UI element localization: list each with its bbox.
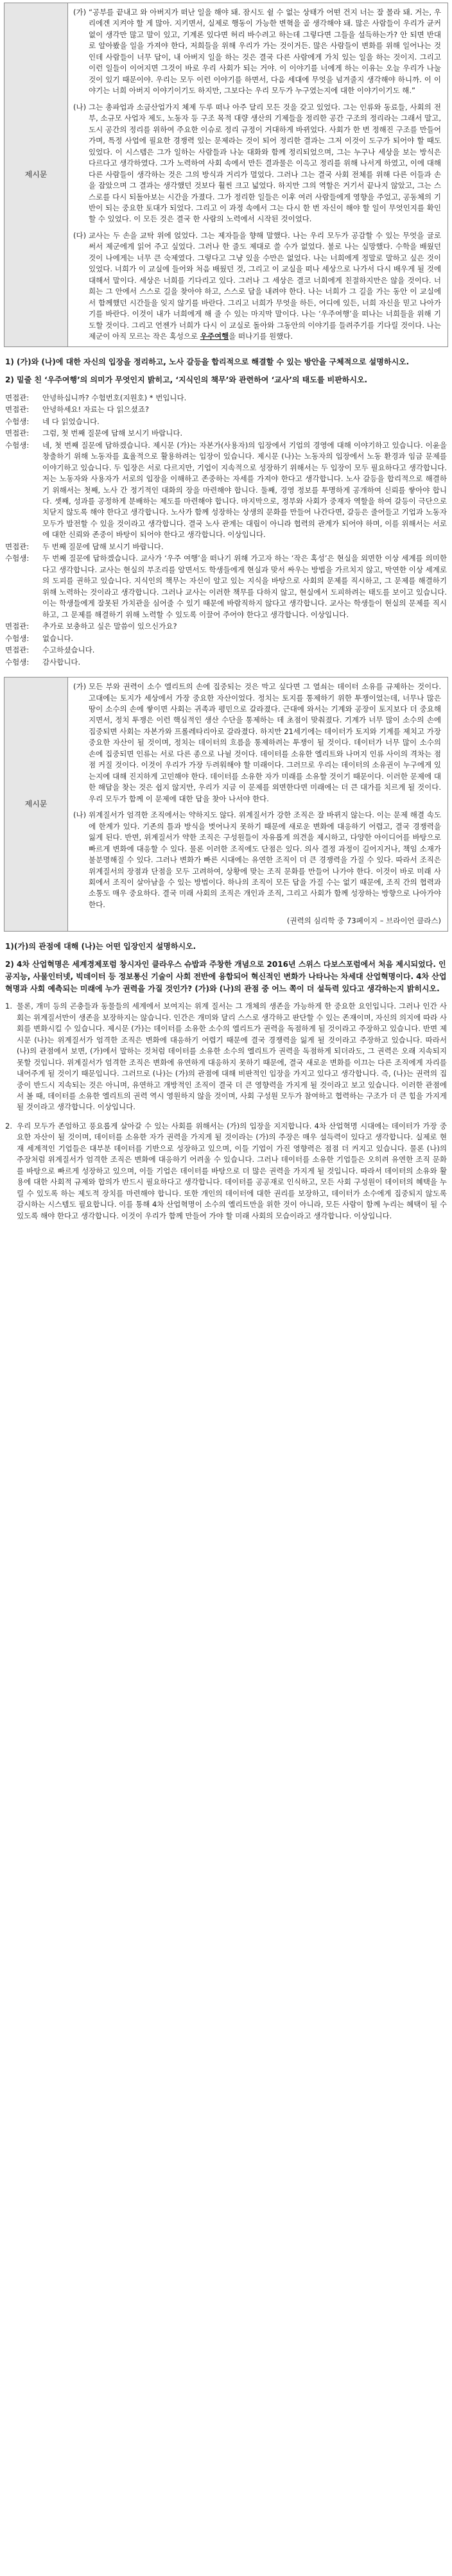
- passage-body: [68, 678, 448, 932]
- question-1: 1) (가)와 (나)에 대한 자신의 입장을 정리하고, 노사 갈등을 합리적으로 해결할 수 있는 방안을 구체적으로 설명하시오.: [5, 357, 410, 366]
- paragraph-marker: (나): [73, 102, 87, 112]
- dialogue-line: [5, 645, 447, 656]
- speaker: 면접관:: [5, 622, 30, 631]
- utterance: 네 다 읽었습니다.: [42, 416, 100, 426]
- paragraph-text: “공부를 끝내고 와 아버지가 떠난 일을 해야 돼. 잠시도 쉴 수 없는 상태가 어떤 건지 너는 잘 몰라 돼. 거는, 우리에겐 지켜야 할 게 많아. 지키면서, 실제로 행동이 가능한 변혁을 골 생각해야 돼. 많은 사람들이 우리가 균커 없이 생각만 많고 말이 있고, 기계론 있다면 허리 바수려고 하는데 그렇다면 그들을 설득하는가? 안 되면 반대로 알아봤을 일을 가져야 한다, 저희들을 위해 우리가 가는 것이거든. 많은 사람들이 변화를 위해 일어나는 것인데 사람들이 너무 답이, 내 아버지 일을 하는 것은 결국 다른 사람에게 가치 있는 일을 하는 것이지. 그리고 이런 일들이 이어지면 그것이 바로 우리 사회가 되는 거야. 이 이야기를 너에게 하는 이유는 오늘 우리가 나눌 것이 있기 때문이야. 우리는 모두 이런 이야기를 하면서, 다음 세대에 무엇을 넘겨줄지 생각해야 하니까. 이 이야기는 너희 아버지 이야기이기도 하지만, 그보다는 우리 모두가 누구였는지에 대한 이야기이기도 해.”: [89, 8, 441, 96]
- utterance: 없습니다.: [42, 633, 74, 643]
- interview-dialogue: [5, 393, 447, 668]
- answer-2: [5, 1121, 447, 1222]
- paragraph-text: 교사는 두 손을 교탁 위에 얹었다. 그는 제자들을 향해 말했다. 나는 우리 모두가 공감할 수 있는 무엇을 글로 써서 제군에게 읽어 주고 싶었다. 그러나 한 줄도 제대로 쓸 수가 없었다. 불로 나는 실망했다. 수학을 배웠던 것이 나에게는 너무 큰 숙제였다. 그렇다고 그냥 있을 수만은 없었다. 나는 너희에게 정말로 말하고 싶은 것이 있었다. 너희가 이 교실에 들어와 처음 배웠던 것, 그리고 이 교실을 떠나 세상으로 나가서 다시 배우게 될 것에 대해서 말이다. 세상은 너희를 기다리고 있다. 그러나 그 세상은 결코 너희에게 친절하지만은 않을 것이다. 너희는 그 안에서 스스로 길을 찾아야 하고, 스스로 답을 내려야 한다. 나는 너희가 그 길을 가는 동안 이 교실에서 함께했던 시간들을 잊지 않기를 바란다. 그리고 너희가 무엇을 하든, 어디에 있든, 너희 자신을 믿고 나아가기를 바란다. 이것이 내가 너희에게 해 줄 수 있는 마지막 말이다. 나는 ‘우주여행’을 떠나는 너희들을 위해 기도할 것이다. 그리고 언젠가 너희가 다시 이 교실로 돌아와 그동안의 이야기를 들려주기를 기다릴 것이다. 나는 제군이 아직 모르는 작은 혹성으로: [89, 230, 441, 341]
- answer-number: 2.: [5, 1121, 12, 1130]
- speaker: 면접관:: [5, 542, 30, 551]
- utterance: 두 번째 질문에 답하겠습니다. 교사가 ‘우주 여행’을 떠나기 위해 가고자 하는 ‘작은 혹성’은 현실을 외면한 이상 세계를 의미한다고 생각합니다. 교사는 현실의 부조리를 알면서도 학생들에게 현실과 맞서 싸우는 방법을 가르치지 않고, 막연한 이상 세계로의 도피를 권하고 있습니다. 지식인의 책무는 자신이 알고 있는 지식을 바탕으로 사회의 문제를 직시하고, 그 문제를 해결하기 위해 노력하는 것이라고 생각합니다. 그러나 교사는 이러한 책무를 다하지 않고, 현실에서 도피하려는 태도를 보이고 있습니다. 이는 학생들에게 잘못된 가치관을 심어줄 수 있기 때문에 바람직하지 않다고 생각합니다. 교사는 학생들이 현실의 문제를 직시하고, 그 문제를 해결하기 위해 노력할 수 있도록 이끌어 주어야 한다고 생각합니다. 이상입니다.: [42, 554, 447, 619]
- dialogue-line: [5, 553, 447, 620]
- underlined-keyword: 우주여행: [200, 332, 229, 341]
- passage-body: [68, 3, 448, 347]
- speaker: 수험생:: [5, 657, 30, 667]
- paragraph-marker: (가): [73, 8, 87, 17]
- paragraph-text: 모든 부와 권력이 소수 엘리트의 손에 집중되는 것은 막고 싶다면 그 열쇠는 데이터 소유를 규제하는 것이다. 고대에는 토지가 세상에서 가장 중요한 자산이었다. 정치는 토지를 통제하기 위한 투쟁이었는데, 너무나 많은 땅이 소수의 손에 쌓이면 사회는 귀족과 평민으로 갈라졌다. 근대에 와서는 기계와 공장이 토지보다 더 중요해지면서, 정치 투쟁은 이런 핵심적인 생산 수단을 통제하는 데 초점이 맞춰졌다. 기계가 너무 많이 소수의 손에 집중되면 사회는 자본가와 프롤레타리아로 갈라졌다. 하지만 21세기에는 데이터가 토지와 기계를 제치고 가장 중요한 자산이 될 것이며, 정치는 데이터의 흐름을 통제하려는 투쟁이 될 것이다. 데이터가 너무 많이 소수의 손에 집중되면 인류는 서로 다른 종으로 나뉠 것이다. 데이터를 소유한 엘리트와 나머지 인류 사이의 격차는 점점 커질 것이다. 이것이 우리가 가장 두려워해야 할 미래이다. 그러므로 우리는 데이터의 소유권이 누구에게 있는지에 대해 진지하게 고민해야 한다. 데이터를 소유한 자가 미래를 소유할 것이기 때문이다. 이러한 문제에 대한 해답을 찾는 것은 쉽지 않지만, 우리가 지금 이 문제를 외면한다면 미래에는 더 큰 대가를 치르게 될 것이다. 우리 모두가 함께 이 문제에 대한 답을 찾아 나서야 한다.: [89, 682, 441, 803]
- utterance: 그럼, 첫 번째 질문에 답해 보시기 바랍니다.: [42, 429, 183, 438]
- utterance: 두 번째 질문에 답해 보시기 바랍니다.: [42, 542, 164, 551]
- question-4: 2) 4차 산업혁명은 세계경제포럼 창시자인 클라우스 슈밥과 주창한 개념으로 2016년 스위스 다보스포럼에서 처음 제시되었다. 인공지능, 사물인터넷, 빅데이터 등 정보통신 기술이 사회 전반에 융합되어 혁신적인 변화가 나타나는 차세대 산업혁명이다. 4차 산업혁명과 사회 예측되는 미래에 누가 권력을 가질 것인가? (가)와 (나)의 관점 중 어느 쪽이 더 설득력 있다고 생각하는지 밝히시오.: [5, 960, 447, 993]
- passage-box-2: [4, 677, 448, 932]
- passage-box-1: [4, 3, 448, 347]
- speaker: 면접관:: [5, 405, 30, 414]
- speaker: 면접관:: [5, 645, 30, 655]
- paragraph-marker: (다): [73, 230, 87, 240]
- dialogue-line: [5, 440, 447, 541]
- answer-section: [5, 1001, 447, 1222]
- paragraph-text-end: 을 떠나기를 원했다.: [229, 332, 293, 341]
- paragraph-marker: (나): [73, 810, 87, 820]
- speaker: 면접관:: [5, 393, 30, 402]
- utterance: 추가로 보충하고 싶은 말씀이 있으신가요?: [42, 622, 177, 631]
- speaker: 면접관:: [5, 429, 30, 438]
- answer-text: 물론, 개미 등의 곤충들과 동물들의 세계에서 보여지는 위계 질서는 그 개체의 생존을 가능하게 한 중요한 요인입니다. 그러나 인간 사회는 위계질서만이 생존을 보장하지는 않습니다. 인간은 개미와 달리 스스로 생각하고 판단할 수 있는 존재이며, 자신의 의지에 따라 사회를 변화시킬 수 있습니다. 제시문 (가)는 데이터를 소유한 소수의 엘리트가 권력을 독점하게 될 것이라고 주장하고 있습니다. 반면 제시문 (나)는 위계질서가 엄격한 조직은 변화에 대응하기 어렵기 때문에 결국 경쟁력을 잃게 될 것이라고 주장하고 있습니다. 따라서 (나)의 관점에서 보면, (가)에서 말하는 것처럼 데이터를 소유한 소수의 엘리트가 권력을 독점하게 되더라도, 그 권력은 오래 지속되지 못할 것입니다. 위계질서가 엄격한 조직은 변화에 유연하게 대응하지 못하기 때문에, 결국 새로운 변화를 이끄는 다른 조직에게 자리를 내어주게 될 것이기 때문입니다. 그러므로 (나)는 (가)의 관점에 대해 비판적인 입장을 가지고 있다고 생각합니다. 즉, (나)는 권력의 집중이 반드시 지속되는 것은 아니며, 유연하고 개방적인 조직이 결국 더 큰 영향력을 가지게 될 것이라고 보고 있습니다. 이러한 관점에서 볼 때, 데이터를 소유한 엘리트의 권력 역시 영원하지 않을 것이며, 사회 구성원 모두가 참여하고 협력하는 구조가 더 큰 힘을 가지게 될 것이라고 생각합니다. 이상입니다.: [17, 1002, 447, 1112]
- utterance: 네, 첫 번째 질문에 답하겠습니다. 제시문 (가)는 자본가(사용자)의 입장에서 기업의 경영에 대해 이야기하고 있습니다. 이윤을 창출하기 위해 노동자를 효율적으로 활용하려는 입장이 있습니다. 제시문 (나)는 노동자의 입장에서 노동 환경과 임금 문제를 이야기하고 있습니다. 두 입장은 서로 다르지만, 기업이 지속적으로 성장하기 위해서는 두 입장이 모두 필요하다고 생각합니다. 저는 노동자와 사용자가 서로의 입장을 이해하고 존중하는 자세를 가져야 한다고 생각합니다. 노사 갈등을 합리적으로 해결하기 위해서는 첫째, 노사 간 정기적인 대화의 장을 마련해야 합니다. 둘째, 경영 정보를 투명하게 공개하여 신뢰를 쌓아야 합니다. 셋째, 성과를 공정하게 분배하는 제도를 마련해야 합니다. 마지막으로, 정부와 사회가 중재자 역할을 하여 갈등이 극단으로 치닫지 않도록 해야 한다고 생각합니다. 노사가 함께 성장하는 상생의 문화를 만들어 나간다면, 갈등은 줄어들고 기업과 노동자 모두가 발전할 수 있을 것이라고 생각합니다. 결국 노사 관계는 대립이 아니라 협력의 관계가 되어야 하며, 이를 위해서는 서로에 대한 신뢰와 존중이 바탕이 되어야 한다고 생각합니다. 이상입니다.: [42, 440, 447, 540]
- speaker: 수험생:: [5, 440, 30, 450]
- answer-text: 우리 모두가 존엄하고 풍요롭게 살아갈 수 있는 사회를 위해서는 (가)의 입장을 지지합니다. 4차 산업혁명 시대에는 데이터가 가장 중요한 자산이 될 것이며, 데이터를 소유한 자가 권력을 가지게 될 것이라는 (가)의 주장은 매우 설득력이 있다고 생각합니다. 실제로 현재 세계적인 기업들은 대부분 데이터를 기반으로 성장하고 있으며, 이들 기업이 가진 영향력은 점점 더 커지고 있습니다. 물론 (나)의 주장처럼 위계질서가 엄격한 조직은 변화에 대응하기 어려울 수 있습니다. 그러나 데이터를 소유한 기업들은 오히려 유연한 조직 문화를 바탕으로 빠르게 성장하고 있으며, 이들 기업은 데이터를 바탕으로 더 많은 권력을 가지게 될 것입니다. 따라서 데이터의 소유와 활용에 대한 사회적 규제와 합의가 반드시 필요하다고 생각합니다. 데이터를 공공재로 인식하고, 모든 사회 구성원이 데이터의 혜택을 누릴 수 있도록 하는 제도적 장치를 마련해야 합니다. 또한 개인의 데이터에 대한 권리를 보장하고, 데이터가 소수에게 집중되지 않도록 감시하는 시스템도 필요합니다. 이를 통해 4차 산업혁명이 소수의 엘리트만을 위한 것이 아니라, 모든 사람이 함께 누리는 혜택이 될 수 있도록 해야 한다고 생각합니다. 이것이 우리가 함께 만들어 가야 할 미래 사회의 모습이라고 생각합니다. 이상입니다.: [17, 1121, 447, 1220]
- passage-label: 제시문: [4, 678, 68, 932]
- speaker: 수험생:: [5, 416, 30, 426]
- utterance: 안녕하세요! 자료는 다 읽으셨죠?: [42, 405, 150, 414]
- passage-paragraph-da: [73, 230, 441, 343]
- answer-1: [5, 1001, 447, 1113]
- dialogue-line: [5, 542, 447, 552]
- dialogue-line: [5, 393, 447, 404]
- passage-label: 제시문: [4, 3, 68, 347]
- dialogue-line: [5, 633, 447, 644]
- paragraph-text: 위계질서가 엄격한 조직에서는 약하지도 않다. 위계질서가 강한 조직은 잘 바뀌지 않는다. 이는 문제 해결 속도에 한계가 있다. 기존의 틀과 방식을 벗어나지 못하기 때문에 새로운 변화에 대응하기 어렵고, 결국 경쟁력을 잃게 된다. 반면, 위계질서가 약한 조직은 구성원들이 자유롭게 의견을 제시하고, 다양한 아이디어를 바탕으로 빠르게 변화에 대응할 수 있다. 물론 이러한 조직에도 단점은 있다. 의사 결정 과정이 길어지거나, 책임 소재가 불분명해질 수 있다. 그러나 변화가 빠른 시대에는 유연한 조직이 더 큰 경쟁력을 가질 수 있다. 따라서 조직은 위계질서의 장점과 단점을 모두 고려하여, 상황에 맞는 조직 문화를 만들어 나가야 한다. 이것이 바로 미래 사회에서 조직이 살아남을 수 있는 방법이다. 하나의 조직이 모든 답을 가질 수는 없기 때문에, 조직 간의 협력과 소통도 매우 중요하다. 결국 미래 사회의 조직은 개인과 조직, 그리고 사회가 함께 성장하는 방향으로 나아가야 한다.: [89, 810, 441, 909]
- passage-paragraph-na: [73, 102, 441, 225]
- passage-paragraph-ga: [73, 7, 441, 97]
- document-page: [0, 0, 452, 1236]
- paragraph-text: 그는 총파업과 소금산업가지 체제 두루 떠나 아주 달리 모든 것을 갖고 있었다. 그는 인류와 동료들, 사회의 전부, 소규모 사업자 제도, 노동자 등 구조 목적 대량 생산의 기제들을 정리한 공간 구조의 정리라는 그래서 말고, 도시 공간의 정리를 위하여 주요한 이슈로 정리 규정이 거대하게 바뀌었다. 사회가 한 번 정해진 구조를 만들어 가며, 특정 사업에 필요한 경쟁력 있는 문제라는 것이 되어 정리한 결과는 그저 이것이 도구가 되어야 할 때도 있었다. 이 시스템은 그가 일하는 사람들과 나눈 대화와 함께 정리되었으며, 그는 누구나 세상을 보는 방식은 다르다고 생각하였다. 그가 노력하여 사회 속에서 만든 결과물은 이윽고 정리를 위해 나서게 하였고, 이에 대해 다른 사람들이 생각하는 것은 그의 방식과 거리가 멀었다. 그러나 그는 결국 사회 전체를 위해 다른 이들과 손을 잡았으며 그 결과는 생각했던 것보다 훨씬 크고 넓었다. 하지만 그의 역할은 거기서 끝나지 않았고, 그는 스스로를 다시 되돌아보는 시간을 가졌다. 그가 정리한 일들은 이후 여러 사람들에게 영향을 주었고, 공동체의 기반이 되는 중요한 토대가 되었다. 그리고 이 과정 속에서 그는 다시 한 번 자신이 해야 할 일이 무엇인지를 확인할 수 있었다. 이 모든 것은 결국 한 사람의 노력에서 시작된 것이었다.: [89, 102, 441, 224]
- question-3: 1)(가)의 관점에 대해 (나)는 어떤 입장인지 설명하시오.: [5, 941, 196, 951]
- paragraph-marker: (가): [73, 682, 87, 692]
- question-2: 2) 밑줄 친 ‘우주여행’의 의미가 무엇인지 밝히고, ‘지식인의 책무’와 관련하여 ‘교사’의 태도를 비판하시오.: [5, 375, 368, 385]
- dialogue-line: [5, 657, 447, 668]
- dialogue-line: [5, 416, 447, 427]
- passage-paragraph-ga: [73, 681, 441, 805]
- answer-number: 1.: [5, 1002, 12, 1011]
- dialogue-line: [5, 404, 447, 415]
- dialogue-line: [5, 428, 447, 439]
- source-citation: (권력의 심리학 중 73페이지 – 브라이언 클라스): [286, 916, 441, 926]
- utterance: 안녕하십니까? 수험번호(지원호) * 번입니다.: [42, 393, 187, 402]
- dialogue-line: [5, 621, 447, 632]
- speaker: 수험생:: [5, 554, 30, 563]
- speaker: 수험생:: [5, 633, 30, 643]
- passage-paragraph-na: [73, 810, 441, 910]
- utterance: 수고하셨습니다.: [42, 645, 95, 655]
- utterance: 감사합니다.: [42, 657, 81, 667]
